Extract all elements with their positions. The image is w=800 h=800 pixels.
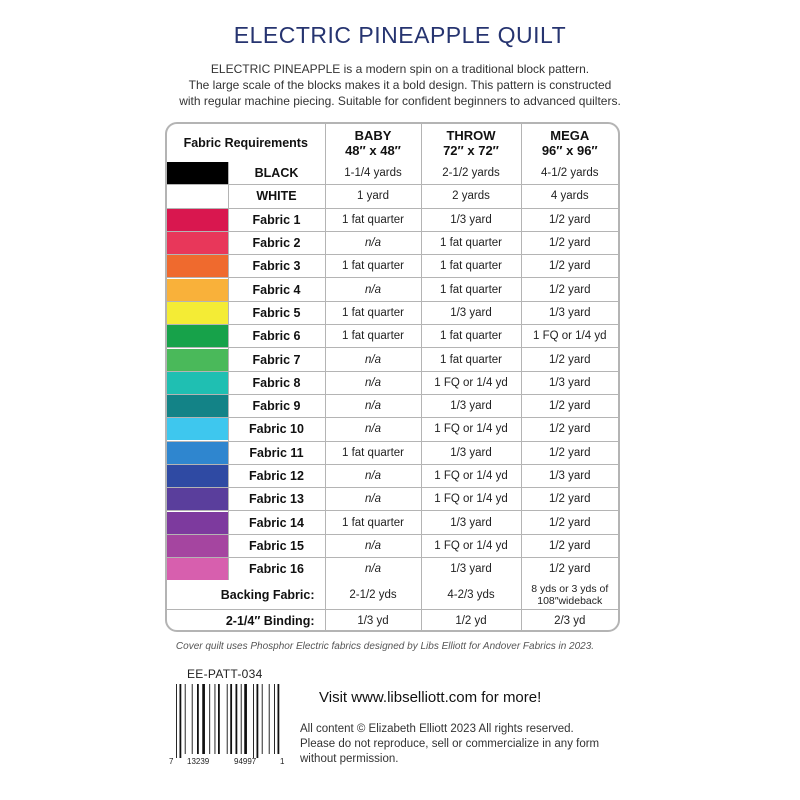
table-row (167, 441, 618, 464)
fabric-name: Fabric 13 (228, 488, 325, 511)
fabric-amount-throw: 1/3 yard (421, 394, 521, 417)
backing-throw: 4-2/3 yds (421, 580, 521, 610)
fabric-name: Fabric 8 (228, 371, 325, 394)
fabric-amount-mega: 1/2 yard (521, 441, 618, 464)
color-swatch (167, 512, 228, 534)
fabric-amount-baby: n/a (325, 371, 421, 394)
fabric-amount-baby: n/a (325, 278, 421, 301)
barcode-bar (236, 684, 238, 754)
fabric-amount-mega: 1/2 yard (521, 511, 618, 534)
color-swatch-cell (167, 464, 228, 487)
fabric-amount-mega: 1/2 yard (521, 488, 618, 511)
barcode-bar (185, 684, 186, 754)
fabric-amount-throw: 1/3 yard (421, 441, 521, 464)
table-row (167, 208, 618, 231)
size-header-mega (521, 124, 618, 162)
table-row (167, 325, 618, 348)
fabric-amount-baby: n/a (325, 231, 421, 254)
table-row (167, 464, 618, 487)
size-name: MEGA (550, 128, 590, 143)
barcode-bar (278, 684, 280, 754)
intro-line: ELECTRIC PINEAPPLE is a modern spin on a traditional block pattern. (210, 62, 590, 76)
intro-line: The large scale of the blocks makes it a bold design. This pattern is constructed (188, 78, 612, 92)
table-row (167, 301, 618, 324)
binding-row (167, 610, 618, 632)
color-swatch (167, 465, 228, 487)
barcode-bar (180, 684, 182, 758)
fabric-amount-mega: 1/2 yard (521, 231, 618, 254)
barcode-digit-last: 1 (280, 757, 285, 766)
fabric-amount-baby: 1 yard (325, 185, 421, 208)
fabric-amount-baby: n/a (325, 534, 421, 557)
barcode-digits-right: 94997 (234, 757, 257, 766)
color-swatch-cell (167, 511, 228, 534)
fabric-name: Fabric 12 (228, 464, 325, 487)
color-swatch (167, 418, 228, 440)
fabric-amount-baby: n/a (325, 464, 421, 487)
barcode-bar (218, 684, 220, 754)
fabric-amount-throw: 1 fat quarter (421, 348, 521, 371)
table-row (167, 558, 618, 581)
fabric-amount-throw: 1 fat quarter (421, 231, 521, 254)
color-swatch-cell (167, 255, 228, 278)
color-swatch-cell (167, 208, 228, 231)
barcode-bar (215, 684, 216, 754)
fabric-name: Fabric 11 (228, 441, 325, 464)
barcode-bar (192, 684, 193, 754)
fabric-name: BLACK (228, 162, 325, 185)
copyright-line: Please do not reproduce, sell or commercialize in any form (300, 738, 600, 750)
binding-label: 2-1/4″ Binding: (167, 610, 325, 632)
table-row (167, 231, 618, 254)
fabric-amount-mega: 1/2 yard (521, 394, 618, 417)
fabric-name: Fabric 10 (228, 418, 325, 441)
fabric-amount-mega: 4 yards (521, 185, 618, 208)
color-swatch-cell (167, 348, 228, 371)
size-name: BABY (354, 128, 392, 143)
barcode-bar (269, 684, 270, 754)
fabric-amount-baby: n/a (325, 558, 421, 581)
fabric-amount-baby: 1 fat quarter (325, 325, 421, 348)
fabric-credit: Cover quilt uses Phosphor Electric fabrics designed by Libs Elliott for Andover Fabrics in 2023. (175, 641, 595, 652)
color-swatch-cell (167, 394, 228, 417)
color-swatch (167, 302, 228, 324)
copyright-line: without permission. (300, 753, 399, 765)
size-header-throw (421, 124, 521, 162)
fabric-amount-throw: 1 fat quarter (421, 278, 521, 301)
fabric-amount-mega: 1/2 yard (521, 418, 618, 441)
fabric-requirements-header: Fabric Requirements (167, 124, 325, 162)
color-swatch-cell (167, 441, 228, 464)
intro-paragraph (150, 61, 650, 109)
table-header-row (167, 124, 618, 162)
barcode-bar (244, 684, 247, 754)
fabric-amount-throw: 1 FQ or 1/4 yd (421, 371, 521, 394)
fabric-amount-mega: 1/3 yard (521, 371, 618, 394)
fabric-amount-throw: 1 FQ or 1/4 yd (421, 418, 521, 441)
table-row (167, 511, 618, 534)
color-swatch-cell (167, 488, 228, 511)
fabric-amount-baby: 1-1/4 yards (325, 162, 421, 185)
table-row (167, 394, 618, 417)
size-dims: 72″ x 72″ (443, 143, 499, 158)
fabric-requirements-table (165, 122, 620, 632)
size-dims: 48″ x 48″ (345, 143, 401, 158)
fabric-amount-throw: 2-1/2 yards (421, 162, 521, 185)
fabric-amount-mega: 1 FQ or 1/4 yd (521, 325, 618, 348)
table-row (167, 255, 618, 278)
fabric-name: WHITE (228, 185, 325, 208)
binding-throw: 1/2 yd (421, 610, 521, 632)
fabric-name: Fabric 1 (228, 208, 325, 231)
website-link[interactable]: Visit www.libselliott.com for more! (319, 689, 542, 706)
barcode-digit-first: 7 (169, 757, 174, 766)
fabric-name: Fabric 6 (228, 325, 325, 348)
copyright-notice (300, 722, 640, 767)
color-swatch-cell (167, 534, 228, 557)
color-swatch-cell (167, 418, 228, 441)
fabric-name: Fabric 4 (228, 278, 325, 301)
barcode-bar (202, 684, 205, 754)
fabric-amount-mega: 1/3 yard (521, 464, 618, 487)
fabric-name: Fabric 5 (228, 301, 325, 324)
color-swatch-cell (167, 371, 228, 394)
binding-baby: 1/3 yd (325, 610, 421, 632)
size-dims: 96″ x 96″ (541, 143, 598, 158)
color-swatch (167, 372, 228, 394)
fabric-amount-baby: n/a (325, 418, 421, 441)
fabric-amount-throw: 1/3 yard (421, 208, 521, 231)
color-swatch (167, 185, 228, 207)
page-title: ELECTRIC PINEAPPLE QUILT (233, 22, 567, 48)
color-swatch (167, 279, 228, 301)
fabric-amount-mega: 1/2 yard (521, 534, 618, 557)
barcode-bar (176, 684, 177, 758)
barcode-bar (241, 684, 242, 754)
fabric-amount-baby: 1 fat quarter (325, 301, 421, 324)
backing-label: Backing Fabric: (167, 580, 325, 610)
size-name: THROW (446, 128, 496, 143)
color-swatch (167, 255, 228, 277)
fabric-amount-throw: 1/3 yard (421, 301, 521, 324)
barcode (168, 684, 288, 766)
fabric-amount-baby: n/a (325, 348, 421, 371)
fabric-amount-baby: n/a (325, 394, 421, 417)
color-swatch-cell (167, 325, 228, 348)
size-header-baby (325, 124, 421, 162)
color-swatch-cell (167, 185, 228, 208)
color-swatch (167, 442, 228, 464)
barcode-bar (209, 684, 210, 754)
table-row (167, 418, 618, 441)
barcode-bar (227, 684, 228, 754)
fabric-amount-baby: 1 fat quarter (325, 511, 421, 534)
color-swatch-cell (167, 162, 228, 185)
fabric-name: Fabric 3 (228, 255, 325, 278)
color-swatch (167, 488, 228, 510)
fabric-name: Fabric 16 (228, 558, 325, 581)
barcode-bar (230, 684, 232, 754)
color-swatch-cell (167, 301, 228, 324)
backing-row (167, 580, 618, 610)
fabric-name: Fabric 14 (228, 511, 325, 534)
fabric-amount-throw: 1 FQ or 1/4 yd (421, 534, 521, 557)
color-swatch (167, 209, 228, 231)
fabric-name: Fabric 7 (228, 348, 325, 371)
backing-mega: 8 yds or 3 yds of 108″wideback (521, 580, 618, 610)
fabric-amount-mega: 1/2 yard (521, 348, 618, 371)
intro-line: with regular machine piecing. Suitable for confident beginners to advanced quilters. (179, 94, 621, 108)
fabric-amount-throw: 2 yards (421, 185, 521, 208)
table-row (167, 348, 618, 371)
fabric-name: Fabric 15 (228, 534, 325, 557)
fabric-amount-mega: 4-1/2 yards (521, 162, 618, 185)
pattern-code: EE-PATT-034 (187, 667, 263, 681)
fabric-amount-mega: 1/2 yard (521, 278, 618, 301)
fabric-amount-mega: 1/2 yard (521, 558, 618, 581)
fabric-name: Fabric 2 (228, 231, 325, 254)
barcode-bar (253, 684, 254, 758)
barcode-bar (197, 684, 199, 754)
fabric-amount-baby: 1 fat quarter (325, 441, 421, 464)
color-swatch (167, 535, 228, 557)
barcode-bars (176, 684, 279, 758)
fabric-amount-throw: 1 fat quarter (421, 325, 521, 348)
barcode-bar (262, 684, 263, 754)
color-swatch (167, 325, 228, 347)
fabric-amount-mega: 1/2 yard (521, 255, 618, 278)
fabric-amount-mega: 1/3 yard (521, 301, 618, 324)
color-swatch (167, 232, 228, 254)
copyright-line: All content © Elizabeth Elliott 2023 All rights reserved. (300, 723, 574, 735)
barcode-digits-left: 13239 (187, 757, 210, 766)
color-swatch-cell (167, 278, 228, 301)
table-row (167, 162, 618, 185)
fabric-amount-baby: 1 fat quarter (325, 255, 421, 278)
fabric-amount-throw: 1 FQ or 1/4 yd (421, 464, 521, 487)
fabric-amount-throw: 1 fat quarter (421, 255, 521, 278)
color-swatch-cell (167, 558, 228, 581)
table-row (167, 371, 618, 394)
barcode-bar (257, 684, 259, 758)
table-row (167, 488, 618, 511)
fabric-amount-baby: 1 fat quarter (325, 208, 421, 231)
color-swatch (167, 395, 228, 417)
table-row (167, 278, 618, 301)
fabric-name: Fabric 9 (228, 394, 325, 417)
table-row (167, 185, 618, 208)
color-swatch (167, 558, 228, 580)
fabric-amount-baby: n/a (325, 488, 421, 511)
fabric-amount-mega: 1/2 yard (521, 208, 618, 231)
binding-mega: 2/3 yd (521, 610, 618, 632)
fabric-amount-throw: 1/3 yard (421, 511, 521, 534)
fabric-amount-throw: 1 FQ or 1/4 yd (421, 488, 521, 511)
color-swatch (167, 349, 228, 371)
barcode-bar (274, 684, 275, 754)
table-row (167, 534, 618, 557)
color-swatch-cell (167, 231, 228, 254)
backing-baby: 2-1/2 yds (325, 580, 421, 610)
fabric-amount-throw: 1/3 yard (421, 558, 521, 581)
color-swatch (167, 162, 228, 184)
